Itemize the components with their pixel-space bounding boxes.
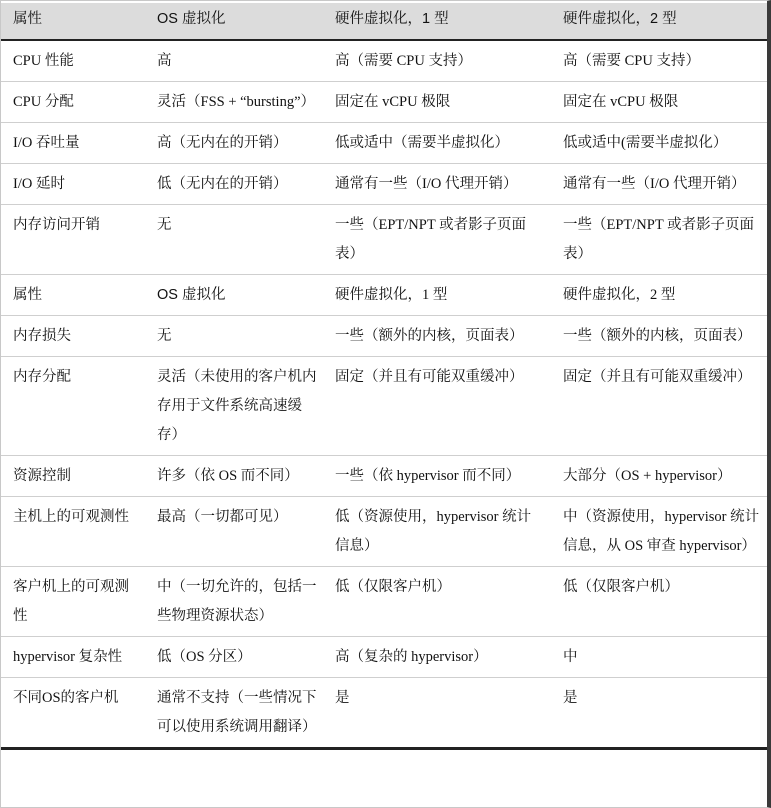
cell-os: 低（OS 分区）: [157, 649, 252, 665]
table-row: [1, 82, 767, 123]
table-row: [1, 123, 767, 164]
cell-type2: 硬件虚拟化，2 型: [563, 287, 676, 303]
cell-os: 高（无内在的开销）: [157, 135, 288, 151]
row-label: 内存损失: [13, 328, 71, 344]
cell-type2: 是: [563, 690, 578, 706]
cell-os: 无: [157, 217, 172, 233]
table-row: [1, 567, 767, 637]
cell-type1: 固定（并且有可能双重缓冲）: [335, 369, 524, 385]
cell-type2: 低（仅限客户机）: [563, 579, 679, 595]
cell-type1: 硬件虚拟化，1 型: [335, 287, 448, 303]
header-hw-virtualization-type1: 硬件虚拟化，1 型: [323, 3, 551, 40]
cell-os: 高: [157, 53, 172, 69]
cell-type1: 一些（EPT/NPT 或者影子页面表）: [335, 217, 527, 262]
cell-type1: 通常有一些（I/O 代理开销）: [335, 176, 518, 192]
row-label: CPU 分配: [13, 94, 74, 110]
row-label: 属性: [13, 287, 42, 303]
row-label: 资源控制: [13, 468, 71, 484]
cell-type1: 是: [335, 690, 350, 706]
cell-os: 许多（依 OS 而不同）: [157, 468, 299, 484]
cell-type1: 一些（额外的内核，页面表）: [335, 328, 524, 344]
table-row: [1, 164, 767, 205]
cell-type1: 高（需要 CPU 支持）: [335, 53, 472, 69]
cell-type1: 高（复杂的 hypervisor）: [335, 649, 488, 665]
cell-type2: 固定在 vCPU 极限: [563, 94, 679, 110]
table-row: [1, 357, 767, 456]
row-label: I/O 吞吐量: [13, 135, 80, 151]
header-hw-virtualization-type2: 硬件虚拟化，2 型: [551, 3, 767, 40]
table-row: [1, 456, 767, 497]
row-label: 主机上的可观测性: [13, 509, 129, 525]
row-label: I/O 延时: [13, 176, 65, 192]
cell-os: 低（无内在的开销）: [157, 176, 288, 192]
cell-os: 中（一切允许的，包括一些物理资源状态）: [157, 579, 317, 624]
row-label: hypervisor 复杂性: [13, 649, 123, 665]
cell-type2: 通常有一些（I/O 代理开销）: [563, 176, 746, 192]
cell-type2: 中: [563, 649, 578, 665]
cell-os: 灵活（未使用的客户机内存用于文件系统高速缓存）: [157, 369, 317, 443]
cell-os: 灵活（FSS + “bursting”）: [157, 94, 316, 110]
cell-type1: 低（资源使用，hypervisor 统计信息）: [335, 509, 532, 554]
cell-os: OS 虚拟化: [157, 287, 226, 303]
row-label: CPU 性能: [13, 53, 74, 69]
cell-type1: 一些（依 hypervisor 而不同）: [335, 468, 521, 484]
table-row: [1, 205, 767, 275]
row-label: 客户机上的可观测性: [13, 579, 129, 624]
cell-type1: 低（仅限客户机）: [335, 579, 451, 595]
table-row: [1, 275, 767, 316]
table-row: [1, 40, 767, 82]
cell-type2: 一些（EPT/NPT 或者影子页面表）: [563, 217, 755, 262]
cell-os: 最高（一切都可见）: [157, 509, 288, 525]
cell-type2: 一些（额外的内核，页面表）: [563, 328, 752, 344]
cell-type1: 低或适中（需要半虚拟化）: [335, 135, 509, 151]
cell-type2: 高（需要 CPU 支持）: [563, 53, 700, 69]
cell-type2: 大部分（OS + hypervisor）: [563, 468, 732, 484]
row-label: 内存分配: [13, 369, 71, 385]
row-label: 内存访问开销: [13, 217, 100, 233]
table-header-row: [1, 3, 767, 40]
header-os-virtualization: OS 虚拟化: [145, 3, 323, 40]
cell-type2: 固定（并且有可能双重缓冲）: [563, 369, 752, 385]
cell-os: 通常不支持（一些情况下可以使用系统调用翻译）: [157, 690, 317, 735]
table-row: [1, 497, 767, 567]
table-row: [1, 637, 767, 678]
table-row: [1, 316, 767, 357]
header-attribute: 属性: [1, 3, 145, 40]
cell-type1: 固定在 vCPU 极限: [335, 94, 451, 110]
comparison-table: [1, 3, 767, 750]
cell-os: 无: [157, 328, 172, 344]
table-row: [1, 678, 767, 749]
cell-type2: 低或适中(需要半虚拟化）: [563, 135, 728, 151]
cell-type2: 中（资源使用，hypervisor 统计信息，从 OS 审查 hypervisor）: [563, 509, 760, 554]
row-label: 不同OS的客户机: [13, 690, 119, 706]
